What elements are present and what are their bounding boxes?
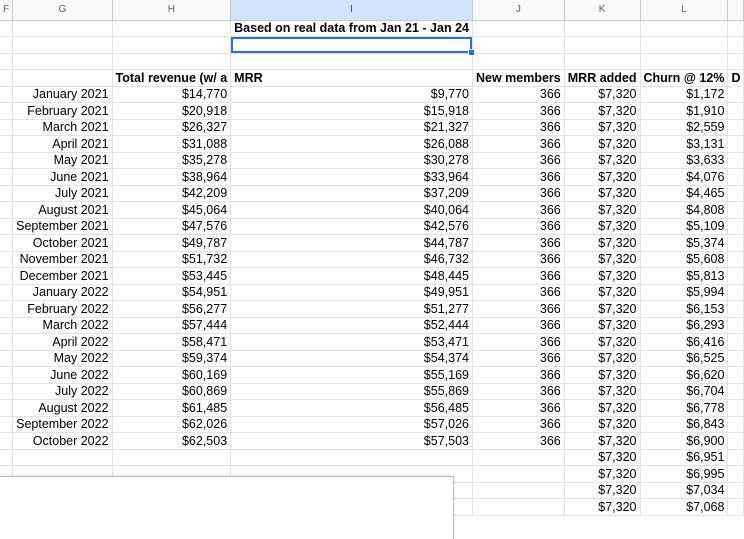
cell[interactable]	[728, 317, 744, 334]
cell-month[interactable]: October 2022	[13, 433, 112, 450]
cell[interactable]	[0, 37, 13, 54]
cell[interactable]	[728, 119, 744, 136]
cell-added[interactable]: $7,320	[564, 383, 640, 400]
table-row	[0, 268, 744, 285]
cell[interactable]	[112, 37, 231, 54]
cell-added[interactable]: $7,320	[564, 119, 640, 136]
cell-month[interactable]: September 2022	[13, 416, 112, 433]
cell-mrr[interactable]: $57,026	[231, 416, 473, 433]
cell-new[interactable]: 366	[472, 202, 564, 219]
cell-added[interactable]: $7,320	[564, 152, 640, 169]
cell-new[interactable]	[472, 449, 564, 466]
col-header-j[interactable]: J	[472, 0, 564, 20]
cell-month[interactable]: June 2021	[13, 169, 112, 186]
cell-revenue[interactable]: $60,869	[112, 383, 231, 400]
cell-month[interactable]: February 2021	[13, 103, 112, 120]
table-row	[0, 317, 744, 334]
empty-row	[0, 53, 744, 70]
cell-revenue[interactable]: $60,169	[112, 367, 231, 384]
table-row	[0, 251, 744, 268]
cell-month[interactable]: December 2021	[13, 268, 112, 285]
cell[interactable]	[728, 301, 744, 318]
cell[interactable]	[112, 20, 231, 37]
cell-added[interactable]: $7,320	[564, 284, 640, 301]
cell-month[interactable]: January 2022	[13, 284, 112, 301]
cell-revenue[interactable]: $47,576	[112, 218, 231, 235]
table-row	[0, 152, 744, 169]
cell[interactable]	[0, 218, 13, 235]
table-row	[0, 218, 744, 235]
cell-churn[interactable]: $2,559	[640, 119, 728, 136]
cell[interactable]	[728, 284, 744, 301]
cell[interactable]	[0, 185, 13, 202]
cell[interactable]	[728, 499, 744, 516]
cell-mrr[interactable]: $37,209	[231, 185, 473, 202]
cell-revenue[interactable]: $56,277	[112, 301, 231, 318]
cell-mrr[interactable]: $9,770	[231, 86, 473, 103]
cell-added[interactable]: $7,320	[564, 433, 640, 450]
cell-mrr[interactable]: $55,169	[231, 367, 473, 384]
cell-new[interactable]: 366	[472, 416, 564, 433]
cell[interactable]	[0, 86, 13, 103]
selected-cell[interactable]	[231, 37, 473, 54]
cell-churn[interactable]: $5,813	[640, 268, 728, 285]
cell-month[interactable]: June 2022	[13, 367, 112, 384]
cell[interactable]	[13, 53, 112, 70]
cell-new[interactable]: 366	[472, 433, 564, 450]
cell-revenue[interactable]: $26,327	[112, 119, 231, 136]
cell-added[interactable]: $7,320	[564, 169, 640, 186]
table-row	[0, 383, 744, 400]
cell[interactable]	[112, 53, 231, 70]
cell-month[interactable]: January 2021	[13, 86, 112, 103]
cell[interactable]	[0, 251, 13, 268]
cell[interactable]	[0, 400, 13, 417]
cell-revenue[interactable]: $54,951	[112, 284, 231, 301]
table-row	[0, 119, 744, 136]
table-row	[0, 202, 744, 219]
cell-churn[interactable]: $6,416	[640, 334, 728, 351]
cell[interactable]	[0, 53, 13, 70]
cell[interactable]	[728, 268, 744, 285]
cell-churn[interactable]: $5,109	[640, 218, 728, 235]
cell-added[interactable]: $7,320	[564, 400, 640, 417]
cell[interactable]	[472, 53, 564, 70]
cell-revenue[interactable]: $35,278	[112, 152, 231, 169]
cell-added[interactable]: $7,320	[564, 185, 640, 202]
cell-new[interactable]: 366	[472, 367, 564, 384]
cell[interactable]	[13, 70, 112, 87]
cell-churn[interactable]: $6,525	[640, 350, 728, 367]
cell-mrr[interactable]: $44,787	[231, 235, 473, 252]
cell-revenue[interactable]: $51,732	[112, 251, 231, 268]
cell-churn[interactable]: $5,374	[640, 235, 728, 252]
cell-revenue[interactable]: $53,445	[112, 268, 231, 285]
cell-added[interactable]: $7,320	[564, 301, 640, 318]
cell-added[interactable]: $7,320	[564, 466, 640, 483]
cell[interactable]	[728, 482, 744, 499]
cell[interactable]	[0, 449, 13, 466]
cell-new[interactable]: 366	[472, 317, 564, 334]
cell-added[interactable]: $7,320	[564, 334, 640, 351]
cell-month[interactable]: July 2022	[13, 383, 112, 400]
cell-mrr[interactable]: $26,088	[231, 136, 473, 153]
table-row	[0, 103, 744, 120]
header-mrr[interactable]: MRR	[231, 70, 473, 87]
cell[interactable]	[728, 218, 744, 235]
cell-added[interactable]: $7,320	[564, 202, 640, 219]
table-row	[0, 449, 744, 466]
cell-churn[interactable]: $6,778	[640, 400, 728, 417]
cell-mrr[interactable]: $56,485	[231, 400, 473, 417]
header-row	[0, 70, 744, 87]
cell-new[interactable]: 366	[472, 103, 564, 120]
table-row	[0, 400, 744, 417]
cell-new[interactable]: 366	[472, 235, 564, 252]
cell[interactable]	[0, 169, 13, 186]
col-header-g[interactable]: G	[13, 0, 112, 20]
cell-mrr[interactable]: $54,374	[231, 350, 473, 367]
table-row	[0, 235, 744, 252]
col-header-k[interactable]: K	[564, 0, 640, 20]
cell[interactable]	[13, 37, 112, 54]
cell-churn[interactable]: $7,034	[640, 482, 728, 499]
cell-churn[interactable]: $4,808	[640, 202, 728, 219]
cell-revenue[interactable]: $61,485	[112, 400, 231, 417]
cell-churn[interactable]: $4,076	[640, 169, 728, 186]
cell-mrr[interactable]	[231, 449, 473, 466]
cell-month[interactable]: November 2021	[13, 251, 112, 268]
cell[interactable]	[0, 301, 13, 318]
cell-mrr[interactable]: $40,064	[231, 202, 473, 219]
cell-revenue[interactable]: $59,374	[112, 350, 231, 367]
cell-mrr[interactable]: $30,278	[231, 152, 473, 169]
cell-added[interactable]: $7,320	[564, 367, 640, 384]
cell-revenue[interactable]: $49,787	[112, 235, 231, 252]
table-row	[0, 185, 744, 202]
header-total-revenue[interactable]: Total revenue (w/ a	[112, 70, 231, 87]
cell-mrr[interactable]: $53,471	[231, 334, 473, 351]
cell[interactable]	[640, 20, 728, 37]
cell[interactable]	[231, 53, 473, 70]
cell-mrr[interactable]: $52,444	[231, 317, 473, 334]
cell-month[interactable]: July 2021	[13, 185, 112, 202]
table-row	[0, 367, 744, 384]
header-churn[interactable]: Churn @ 12%	[640, 70, 728, 87]
note-cell[interactable]: Based on real data from Jan 21 - Jan 24	[231, 20, 473, 37]
cell[interactable]	[728, 367, 744, 384]
cell[interactable]	[564, 53, 640, 70]
cell[interactable]	[0, 136, 13, 153]
cell-revenue[interactable]: $42,209	[112, 185, 231, 202]
cell-added[interactable]: $7,320	[564, 317, 640, 334]
cell-new[interactable]: 366	[472, 268, 564, 285]
col-header-m[interactable]	[728, 0, 744, 20]
cell-month[interactable]: August 2022	[13, 400, 112, 417]
table-row	[0, 301, 744, 318]
cell-churn[interactable]: $6,995	[640, 466, 728, 483]
cell[interactable]	[0, 119, 13, 136]
cell[interactable]	[0, 317, 13, 334]
cell-new[interactable]: 366	[472, 284, 564, 301]
cell-new[interactable]	[472, 466, 564, 483]
cell-churn[interactable]: $3,131	[640, 136, 728, 153]
cell-mrr[interactable]: $57,503	[231, 433, 473, 450]
cell-new[interactable]: 366	[472, 251, 564, 268]
cell[interactable]	[472, 37, 564, 54]
cell-churn[interactable]: $7,068	[640, 499, 728, 516]
cell[interactable]	[0, 103, 13, 120]
cell[interactable]	[564, 20, 640, 37]
table-row	[0, 86, 744, 103]
cell-added[interactable]: $7,320	[564, 482, 640, 499]
cell-mrr[interactable]: $46,732	[231, 251, 473, 268]
cell[interactable]	[640, 53, 728, 70]
cell-new[interactable]: 366	[472, 383, 564, 400]
cell-added[interactable]: $7,320	[564, 251, 640, 268]
cell-mrr[interactable]: $55,869	[231, 383, 473, 400]
cell[interactable]	[728, 235, 744, 252]
cell[interactable]	[0, 70, 13, 87]
cell-mrr[interactable]: $48,445	[231, 268, 473, 285]
cell-churn[interactable]: $6,153	[640, 301, 728, 318]
col-header-f[interactable]: F	[0, 0, 13, 20]
cell[interactable]	[0, 350, 13, 367]
cell-added[interactable]: $7,320	[564, 268, 640, 285]
cell-new[interactable]	[472, 482, 564, 499]
cell-mrr[interactable]: $42,576	[231, 218, 473, 235]
cell-new[interactable]: 366	[472, 169, 564, 186]
cell-new[interactable]	[472, 499, 564, 516]
table-row	[0, 284, 744, 301]
cell-added[interactable]: $7,320	[564, 350, 640, 367]
cell-revenue[interactable]: $57,444	[112, 317, 231, 334]
cell-month[interactable]: October 2021	[13, 235, 112, 252]
selection-row	[0, 37, 744, 54]
cell-churn[interactable]: $1,910	[640, 103, 728, 120]
header-d[interactable]: D	[728, 70, 744, 87]
cell-new[interactable]: 366	[472, 119, 564, 136]
cell[interactable]	[728, 37, 744, 54]
cell[interactable]	[728, 433, 744, 450]
cell[interactable]	[640, 37, 728, 54]
cell-revenue[interactable]: $58,471	[112, 334, 231, 351]
cell-new[interactable]: 366	[472, 400, 564, 417]
cell-added[interactable]: $7,320	[564, 136, 640, 153]
cell-added[interactable]: $7,320	[564, 218, 640, 235]
cell[interactable]	[728, 251, 744, 268]
cell[interactable]	[728, 466, 744, 483]
cell[interactable]	[728, 400, 744, 417]
cell-churn[interactable]: $5,608	[640, 251, 728, 268]
cell-mrr[interactable]: $15,918	[231, 103, 473, 120]
cell[interactable]	[13, 20, 112, 37]
data-rows	[0, 86, 744, 515]
col-header-l[interactable]: L	[640, 0, 728, 20]
col-header-i[interactable]: I	[231, 0, 473, 20]
cell[interactable]	[728, 416, 744, 433]
cell[interactable]	[0, 367, 13, 384]
cell[interactable]	[728, 103, 744, 120]
cell[interactable]	[472, 20, 564, 37]
cell-added[interactable]: $7,320	[564, 103, 640, 120]
cell-churn[interactable]: $6,900	[640, 433, 728, 450]
header-new-members[interactable]: New members	[472, 70, 564, 87]
cell-new[interactable]: 366	[472, 218, 564, 235]
cell-added[interactable]: $7,320	[564, 449, 640, 466]
cell-month[interactable]: March 2022	[13, 317, 112, 334]
cell-revenue[interactable]: $20,918	[112, 103, 231, 120]
cell-month[interactable]: May 2022	[13, 350, 112, 367]
cell-revenue[interactable]: $31,088	[112, 136, 231, 153]
cell-revenue[interactable]: $62,026	[112, 416, 231, 433]
cell-churn[interactable]: $3,633	[640, 152, 728, 169]
cell-new[interactable]: 366	[472, 334, 564, 351]
cell-month[interactable]: April 2022	[13, 334, 112, 351]
cell-churn[interactable]: $4,465	[640, 185, 728, 202]
cell[interactable]	[0, 20, 13, 37]
cell[interactable]	[0, 202, 13, 219]
cell-added[interactable]: $7,320	[564, 499, 640, 516]
table-row	[0, 334, 744, 351]
table-row	[0, 169, 744, 186]
cell[interactable]	[728, 169, 744, 186]
note-row	[0, 20, 744, 37]
cell-added[interactable]: $7,320	[564, 235, 640, 252]
column-header-row	[0, 0, 744, 20]
cell[interactable]	[728, 449, 744, 466]
cell[interactable]	[728, 350, 744, 367]
cell-mrr[interactable]: $33,964	[231, 169, 473, 186]
cell[interactable]	[728, 185, 744, 202]
cell-revenue[interactable]: $14,770	[112, 86, 231, 103]
cell-month[interactable]: August 2021	[13, 202, 112, 219]
cell[interactable]	[0, 383, 13, 400]
table-row	[0, 433, 744, 450]
cell[interactable]	[0, 152, 13, 169]
cell-month[interactable]	[13, 449, 112, 466]
cell-churn[interactable]: $6,704	[640, 383, 728, 400]
cell-revenue[interactable]: $38,964	[112, 169, 231, 186]
cell[interactable]	[0, 284, 13, 301]
cell-churn[interactable]: $6,951	[640, 449, 728, 466]
cell-revenue[interactable]: $45,064	[112, 202, 231, 219]
cell[interactable]	[728, 53, 744, 70]
table-row	[0, 350, 744, 367]
cell[interactable]	[728, 152, 744, 169]
cell-new[interactable]: 366	[472, 350, 564, 367]
col-header-h[interactable]: H	[112, 0, 231, 20]
cell-revenue[interactable]	[112, 449, 231, 466]
cell-month[interactable]: February 2022	[13, 301, 112, 318]
cell[interactable]	[728, 383, 744, 400]
cell[interactable]	[0, 416, 13, 433]
cell-churn[interactable]: $6,843	[640, 416, 728, 433]
cell-added[interactable]: $7,320	[564, 86, 640, 103]
overlay-panel	[0, 476, 454, 539]
cell-month[interactable]: May 2021	[13, 152, 112, 169]
cell-revenue[interactable]: $62,503	[112, 433, 231, 450]
cell-new[interactable]: 366	[472, 86, 564, 103]
cell[interactable]	[0, 433, 13, 450]
cell-added[interactable]: $7,320	[564, 416, 640, 433]
fill-handle[interactable]	[468, 49, 475, 56]
cell-mrr[interactable]: $49,951	[231, 284, 473, 301]
cell[interactable]	[564, 37, 640, 54]
cell-new[interactable]: 366	[472, 185, 564, 202]
cell-new[interactable]: 366	[472, 301, 564, 318]
cell-new[interactable]: 366	[472, 136, 564, 153]
cell-new[interactable]: 366	[472, 152, 564, 169]
cell[interactable]	[728, 86, 744, 103]
header-mrr-added[interactable]: MRR added	[564, 70, 640, 87]
cell-churn[interactable]: $5,994	[640, 284, 728, 301]
cell-month[interactable]: September 2021	[13, 218, 112, 235]
cell-month[interactable]: March 2021	[13, 119, 112, 136]
cell[interactable]	[728, 334, 744, 351]
cell[interactable]	[0, 334, 13, 351]
cell-month[interactable]: April 2021	[13, 136, 112, 153]
cell-churn[interactable]: $6,620	[640, 367, 728, 384]
cell-mrr[interactable]: $21,327	[231, 119, 473, 136]
cell[interactable]	[728, 202, 744, 219]
cell[interactable]	[0, 268, 13, 285]
cell[interactable]	[728, 136, 744, 153]
cell-mrr[interactable]: $51,277	[231, 301, 473, 318]
table-row	[0, 416, 744, 433]
cell-churn[interactable]: $6,293	[640, 317, 728, 334]
cell[interactable]	[0, 235, 13, 252]
table-row	[0, 136, 744, 153]
cell-churn[interactable]: $1,172	[640, 86, 728, 103]
cell[interactable]	[728, 20, 744, 37]
